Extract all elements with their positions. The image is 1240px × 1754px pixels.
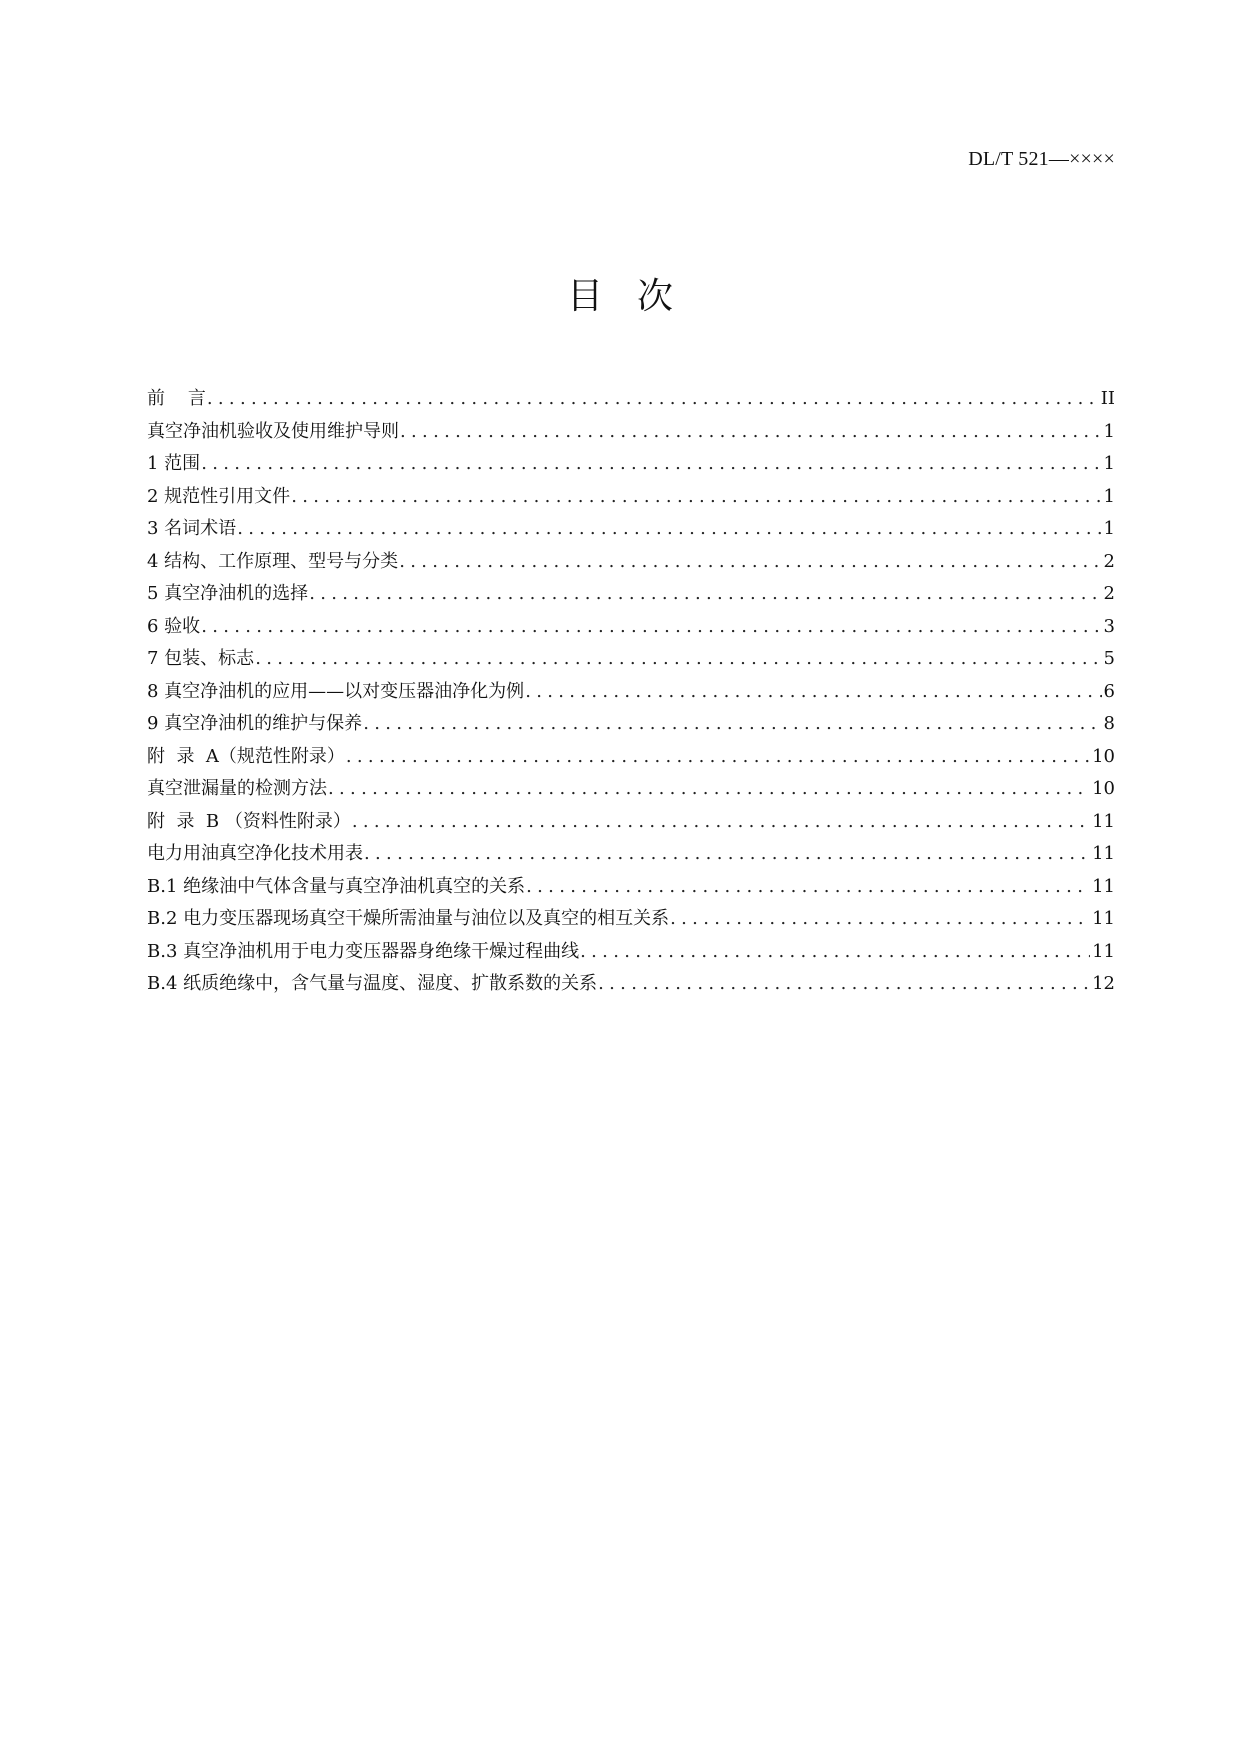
toc-entry-section-3[interactable] [147,514,1115,547]
toc-entry-label: 5 真空净油机的选择 [147,583,309,604]
toc-dot-leader [201,616,1101,637]
toc-page-number: 11 [1092,843,1115,864]
toc-entry-label: B.1 绝缘油中气体含量与真空净油机真空的关系 [147,875,526,897]
toc-entry-label: 7 包装、标志 [147,648,255,669]
toc-entry-appendix-b-title[interactable] [147,839,1115,872]
toc-dot-leader [399,551,1101,572]
toc-page-number: 6 [1103,680,1115,702]
table-of-contents [147,384,1115,1002]
toc-entry-label: 8 真空净油机的应用——以对变压器油净化为例 [147,680,525,702]
document-code: DL/T 521—×××× [968,148,1115,170]
toc-page-number: 1 [1103,420,1115,442]
toc-entry-section-9[interactable] [147,709,1115,742]
toc-entry-section-1[interactable] [147,449,1115,482]
toc-entry-appendix-a[interactable] [147,742,1115,775]
toc-page-number: 12 [1092,973,1115,994]
toc-page-number: 1 [1103,518,1115,539]
toc-entry-label: B.3 真空净油机用于电力变压器器身绝缘干燥过程曲线 [147,940,580,962]
toc-page-number: 10 [1092,778,1115,799]
toc-page-number: 5 [1103,648,1115,669]
toc-page-number: 11 [1092,810,1115,832]
toc-dot-leader [346,746,1090,767]
toc-dot-leader [201,453,1101,474]
toc-entry-section-4[interactable] [147,547,1115,580]
toc-page-number: 11 [1092,940,1115,962]
toc-entry-section-5[interactable] [147,579,1115,612]
toc-entry-label: 前 言 [147,388,206,409]
toc-entry-appendix-b[interactable] [147,807,1115,840]
toc-entry-b1[interactable] [147,872,1115,905]
toc-entry-label: 2 规范性引用文件 [147,485,291,507]
toc-dot-leader [526,876,1090,897]
toc-entry-label: 真空泄漏量的检测方法 [147,778,327,799]
toc-dot-leader [207,388,1099,409]
toc-page-number: 3 [1103,615,1115,637]
toc-entry-label: B.2 电力变压器现场真空干燥所需油量与油位以及真空的相互关系 [147,908,670,929]
toc-entry-section-6[interactable] [147,612,1115,645]
toc-page-number: 2 [1103,550,1115,572]
toc-page-number: 8 [1103,713,1115,734]
toc-entry-label: 6 验收 [147,615,201,637]
toc-dot-leader [580,941,1090,962]
toc-page-number: II [1100,388,1115,409]
toc-dot-leader [309,583,1101,604]
toc-dot-leader [598,973,1090,994]
toc-dot-leader [255,648,1101,669]
toc-dot-leader [363,713,1101,734]
toc-page-number: 10 [1092,745,1115,767]
toc-entry-b3[interactable] [147,937,1115,970]
toc-dot-leader [670,908,1090,929]
toc-entry-label: 附 录 B （资料性附录） [147,810,351,832]
toc-entry-b2[interactable] [147,904,1115,937]
toc-page-number: 11 [1092,875,1115,897]
toc-entry-label: 4 结构、工作原理、型号与分类 [147,550,399,572]
toc-entry-label: 附 录 A（规范性附录） [147,745,345,767]
toc-entry-section-2[interactable] [147,482,1115,515]
toc-entry-appendix-a-title[interactable] [147,774,1115,807]
toc-page-number: 1 [1103,453,1115,474]
toc-entry-label: 电力用油真空净化技术用表 [147,843,363,864]
toc-dot-leader [328,778,1090,799]
toc-entry-section-7[interactable] [147,644,1115,677]
toc-dot-leader [352,811,1090,832]
toc-dot-leader [525,681,1101,702]
toc-entry-label: 3 名词术语 [147,518,237,539]
toc-dot-leader [364,843,1090,864]
page-title: 目次 [566,276,707,317]
toc-entry-main-title[interactable] [147,417,1115,450]
toc-entry-label: B.4 纸质绝缘中，含气量与温度、湿度、扩散系数的关系 [147,973,598,994]
toc-dot-leader [237,518,1101,539]
toc-page-number: 2 [1103,583,1115,604]
toc-entry-label: 真空净油机验收及使用维护导则 [147,420,399,442]
toc-page-number: 1 [1103,485,1115,507]
toc-entry-foreword[interactable] [147,384,1115,417]
toc-entry-label: 9 真空净油机的维护与保养 [147,713,363,734]
toc-entry-b4[interactable] [147,969,1115,1002]
toc-entry-section-8[interactable] [147,677,1115,710]
toc-page-number: 11 [1092,908,1115,929]
toc-dot-leader [400,421,1102,442]
toc-entry-label: 1 范围 [147,453,201,474]
toc-dot-leader [291,486,1101,507]
